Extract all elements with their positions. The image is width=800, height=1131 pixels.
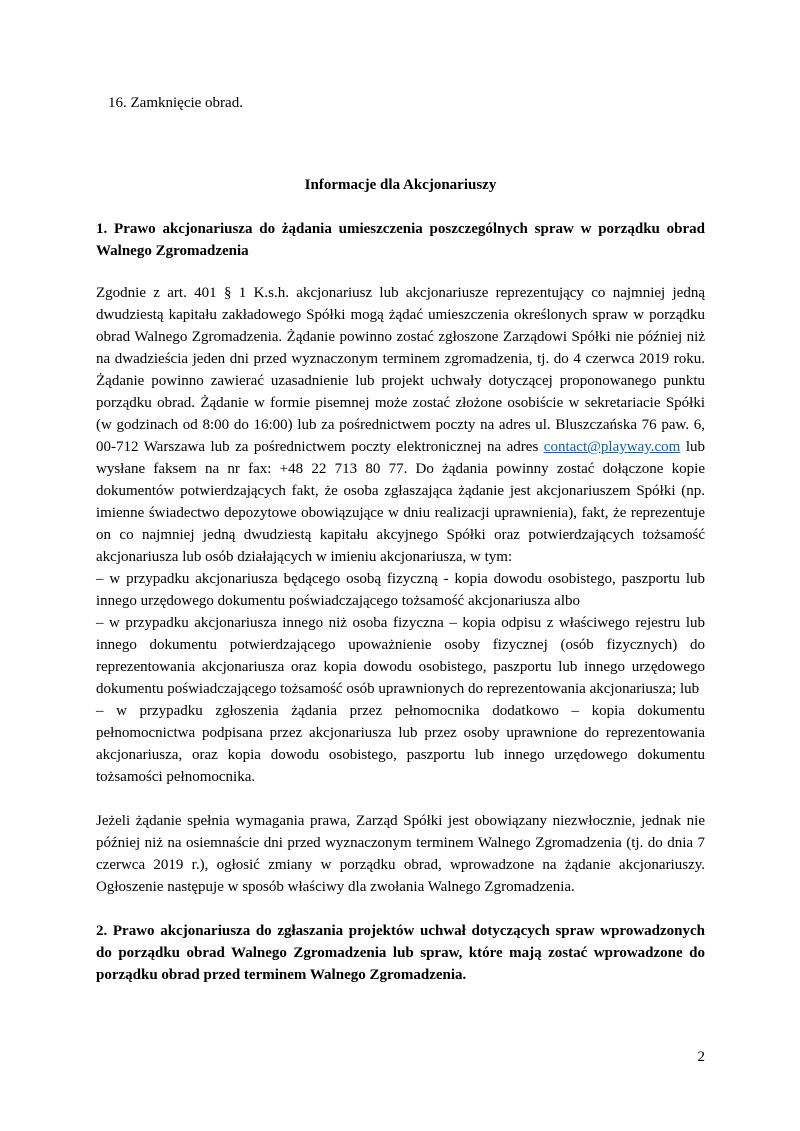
paragraph-1-text-before-link: Zgodnie z art. 401 § 1 K.s.h. akcjonariusz lub akcjonariusze reprezentujący co najmniej jedną dwudziestą kapitału zakładowego Spółki mogą żądać umieszczenia określonych spraw w porządku obrad Walnego Zgromadzenia. Żądanie powinno zostać zgłoszone Zarządowi Spółki nie później niż na dwadzieścia jeden dni przed wyznaczonym terminem zgromadzenia, tj. do 4 czerwca 2019 roku. Żądanie powinno zawierać uzasadnienie lub projekt uchwały dotyczącej proponowanego punktu porządku obrad. Żądanie w formie pisemnej może zostać złożone osobiście w sekretariacie Spółki (w godzinach od 8:00 do 16:00) lub za pośrednictwem poczty na adres ul. Bluszczańska 76 paw. 6, 00-712 Warszawa lub za pośrednictwem poczty elektronicznej na adres xyxy=(96,285,705,455)
bullet-item-3: – w przypadku zgłoszenia żądania przez pełnomocnika dodatkowo – kopia dokumentu pełnomocnictwa podpisana przez akcjonariusza lub przez osoby uprawnione do reprezentowania akcjonariusza, oraz kopia dowodu osobistego, paszportu lub innego urzędowego dokumentu tożsamości pełnomocnika. xyxy=(96,703,705,785)
paragraph-1 xyxy=(96,282,705,568)
document-content xyxy=(96,0,705,986)
bullet-item-2: – w przypadku akcjonariusza innego niż osoba fizyczna – kopia odpisu z właściwego rejestru lub innego dokumentu potwierdzającego upoważnienie osoby fizycznej (osób fizycznych) do reprezentowania akcjonariusza oraz kopia dowodu osobistego, paszportu lub innego urzędowego dokumentu poświadczającego tożsamość osób uprawnionych do reprezentowania akcjonariusza; lub xyxy=(96,615,705,697)
document-title: Informacje dla Akcjonariuszy xyxy=(304,177,497,193)
agenda-item-16: 16. Zamknięcie obrad. xyxy=(108,95,243,111)
email-link[interactable]: contact@playway.com xyxy=(543,439,681,455)
page-number: 2 xyxy=(697,1049,705,1065)
paragraph-1-text-after-link: lub wysłane faksem na nr fax: +48 22 713 80 77. Do żądania powinny zostać dołączone kopie dokumentów potwierdzających fakt, że osoba zgłaszająca żądanie jest akcjonariuszem Spółki (np. imienne świadectwo depozytowe obowiązujące w dniu realizacji uprawnienia), fakt, że reprezentuje on co najmniej jedną dwudziestą kapitału akcyjnego Spółki oraz potwierdzających tożsamość akcjonariusza lub osób działających w imieniu akcjonariusza, w tym: xyxy=(96,439,706,565)
paragraph-2: Jeżeli żądanie spełnia wymagania prawa, Zarząd Spółki jest obowiązany niezwłocznie, jednak nie później niż na osiemnaście dni przed wyznaczonym terminem Walnego Zgromadzenia (tj. do dnia 7 czerwca 2019 r.), ogłosić zmiany w porządku obrad, wprowadzone na żądanie akcjonariuszy. Ogłoszenie następuje w sposób właściwy dla zwołania Walnego Zgromadzenia. xyxy=(96,813,705,895)
section-2-heading: 2. Prawo akcjonariusza do zgłaszania projektów uchwał dotyczących spraw wprowadzonych do porządku obrad Walnego Zgromadzenia lub spraw, które mają zostać wprowadzone do porządku obrad przed terminem Walnego Zgromadzenia. xyxy=(96,923,705,983)
section-1-heading: 1. Prawo akcjonariusza do żądania umieszczenia poszczególnych spraw w porządku obrad Walnego Zgromadzenia xyxy=(96,221,705,259)
bullet-item-1: – w przypadku akcjonariusza będącego osobą fizyczną - kopia dowodu osobistego, paszportu lub innego urzędowego dokumentu poświadczającego tożsamość akcjonariusza albo xyxy=(96,571,705,609)
